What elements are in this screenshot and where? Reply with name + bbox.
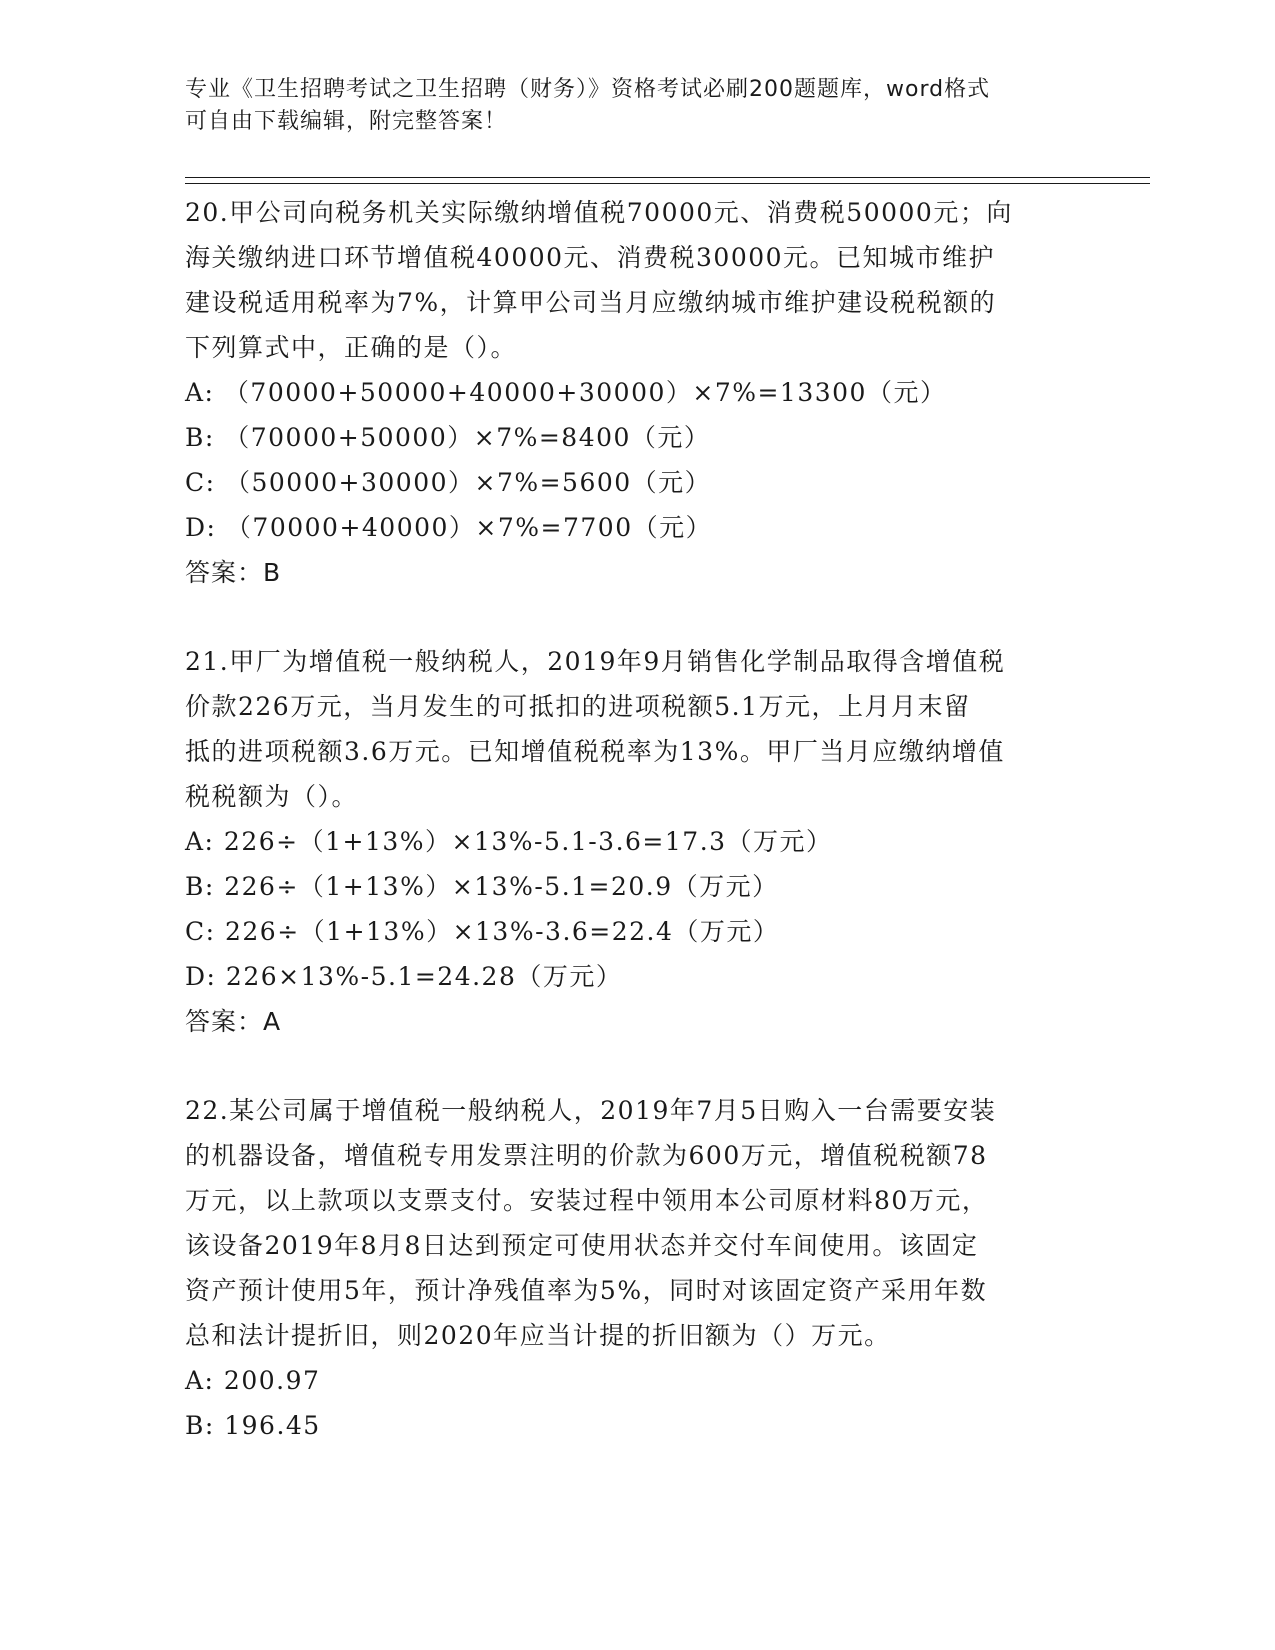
stem-line: 税税额为（）。 — [185, 782, 359, 811]
option-d: D: （70000+40000）×7%=7700（元） — [185, 513, 713, 542]
stem-line: 该设备2019年8月8日达到预定可使用状态并交付车间使用。该固定 — [185, 1231, 979, 1260]
stem-line: 20.甲公司向税务机关实际缴纳增值税70000元、消费税50000元；向 — [185, 198, 1013, 227]
question-list — [185, 190, 1085, 1448]
question-21 — [185, 639, 1085, 1045]
header-divider-bottom — [185, 183, 1150, 184]
header-line-1: 专业《卫生招聘考试之卫生招聘（财务）》资格考试必刷200题题库，word格式 — [185, 77, 991, 102]
stem-line: 抵的进项税额3.6万元。已知增值税税率为13%。甲厂当月应缴纳增值 — [185, 737, 1005, 766]
question-stem — [185, 639, 1085, 819]
question-stem — [185, 1088, 1085, 1358]
stem-line: 价款226万元，当月发生的可抵扣的进项税额5.1万元，上月月末留 — [185, 692, 971, 721]
answer-label: 答案：A — [185, 1007, 282, 1036]
answer-label: 答案：B — [185, 558, 282, 587]
question-20 — [185, 190, 1085, 596]
stem-line: 21.甲厂为增值税一般纳税人，2019年9月销售化学制品取得含增值税 — [185, 647, 1006, 676]
stem-line: 资产预计使用5年，预计净残值率为5%，同时对该固定资产采用年数 — [185, 1276, 988, 1305]
stem-line: 的机器设备，增值税专用发票注明的价款为600万元，增值税税额78 — [185, 1141, 988, 1170]
document-header — [185, 74, 1085, 138]
stem-line: 建设税适用税率为7%，计算甲公司当月应缴纳城市维护建设税税额的 — [185, 288, 997, 317]
header-divider-top — [185, 177, 1150, 178]
stem-line: 万元，以上款项以支票支付。安装过程中领用本公司原材料80万元， — [185, 1186, 989, 1215]
option-c: C: 226÷（1+13%）×13%-3.6=22.4（万元） — [185, 917, 780, 946]
option-b: B: （70000+50000）×7%=8400（元） — [185, 423, 711, 452]
option-b: B: 196.45 — [185, 1411, 321, 1440]
header-line-2: 可自由下载编辑，附完整答案！ — [185, 109, 508, 134]
option-a: A: 200.97 — [185, 1366, 321, 1395]
option-a: A: （70000+50000+40000+30000）×7%=13300（元） — [185, 378, 947, 407]
question-22 — [185, 1088, 1085, 1448]
option-b: B: 226÷（1+13%）×13%-5.1=20.9（万元） — [185, 872, 779, 901]
question-stem — [185, 190, 1085, 370]
stem-line: 22.某公司属于增值税一般纳税人，2019年7月5日购入一台需要安装 — [185, 1096, 997, 1125]
stem-line: 下列算式中，正确的是（）。 — [185, 333, 518, 362]
stem-line: 总和法计提折旧，则2020年应当计提的折旧额为（）万元。 — [185, 1321, 891, 1350]
option-c: C: （50000+30000）×7%=5600（元） — [185, 468, 712, 497]
option-a: A: 226÷（1+13%）×13%-5.1-3.6=17.3（万元） — [185, 827, 833, 856]
stem-line: 海关缴纳进口环节增值税40000元、消费税30000元。已知城市维护 — [185, 243, 996, 272]
option-d: D: 226×13%-5.1=24.28（万元） — [185, 962, 623, 991]
